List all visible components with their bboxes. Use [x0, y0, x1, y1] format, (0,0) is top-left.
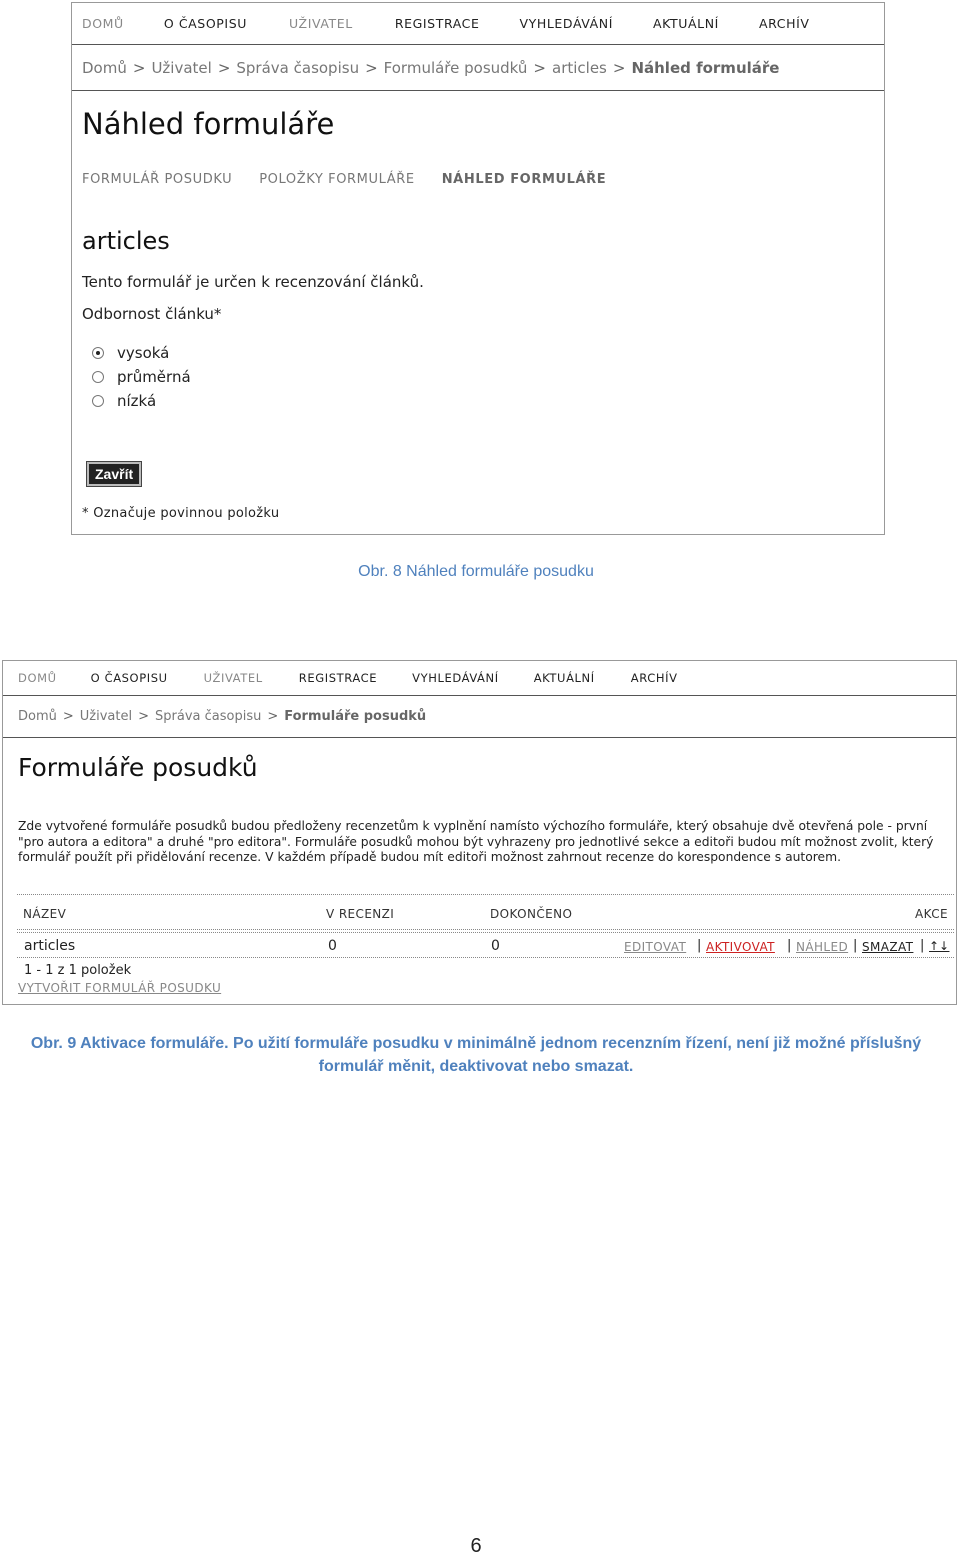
top-nav — [3, 661, 956, 696]
breadcrumb-journal-management[interactable]: Správa časopisu — [155, 709, 262, 724]
cell-in-review: 0 — [328, 938, 337, 954]
breadcrumb-current: Náhled formuláře — [631, 58, 780, 77]
page-number: 6 — [470, 1535, 482, 1557]
nav-current[interactable]: AKTUÁLNÍ — [653, 16, 719, 31]
breadcrumb-journal-management[interactable]: Správa časopisu — [236, 58, 360, 77]
breadcrumb-current: Formuláře posudků — [284, 709, 427, 724]
page-description: Zde vytvořené formuláře posudků budou předloženy recenzetům k vyplnění namísto výchozího formuláře, který obsahuje dvě otevřená pole - první "pro autora a editora" a druhé "pro editora". Formuláře posudků mohou být vyhrazeny pro jednotlivé sekce a editoři budou mít možnost zvolit, který formulář použít při přidělování recenze. V každém případě budou mít editoři možnost zahrnout recenze do korespondence s autorem. — [18, 819, 934, 864]
form-description: Tento formulář je určen k recenzování článků. — [82, 273, 424, 291]
edit-link[interactable]: EDITOVAT — [624, 940, 687, 954]
separator: | — [787, 938, 792, 953]
breadcrumb-articles[interactable]: articles — [552, 58, 607, 77]
tab-review-form[interactable]: FORMULÁŘ POSUDKU — [82, 172, 233, 187]
radio-group — [92, 341, 191, 413]
close-button[interactable]: Zavřít — [87, 462, 141, 486]
nav-home[interactable]: DOMŮ — [82, 16, 124, 31]
cell-name: articles — [24, 938, 76, 954]
radio-button[interactable] — [92, 371, 104, 383]
radio-button[interactable] — [92, 395, 104, 407]
separator: | — [697, 938, 702, 953]
col-header-completed: DOKONČENO — [490, 907, 573, 921]
delete-link[interactable]: SMAZAT — [862, 940, 914, 954]
move-up-icon[interactable]: ↑ — [929, 939, 940, 953]
screenshot-review-forms — [2, 660, 957, 1005]
caption-line-1: Obr. 9 Aktivace formuláře. Po užití formuláře posudku v minimálně jednom recenzním řízení, není již možné příslušný — [30, 1035, 922, 1052]
breadcrumb: Domů > Uživatel > Správa časopisu > Formuláře posudků > articles > Náhled formuláře — [72, 45, 884, 91]
page-title: Náhled formuláře — [82, 107, 335, 141]
pagination-info: 1 - 1 z 1 položek — [24, 963, 132, 978]
figure-caption-8: Obr. 8 Náhled formuláře posudku — [358, 563, 594, 580]
breadcrumb-user[interactable]: Uživatel — [151, 58, 212, 77]
top-nav — [72, 3, 884, 45]
radio-option-high[interactable] — [92, 341, 191, 365]
radio-label: nízká — [117, 392, 157, 410]
nav-about[interactable]: O ČASOPISU — [163, 16, 247, 31]
subtabs — [82, 172, 606, 187]
col-header-actions: AKCE — [915, 907, 948, 921]
breadcrumb-review-forms[interactable]: Formuláře posudků — [383, 58, 528, 77]
nav-archive[interactable]: ARCHÍV — [630, 671, 678, 685]
page-title: Formuláře posudků — [18, 753, 258, 782]
caption-line-2: formulář měnit, deaktivovat nebo smazat. — [318, 1058, 634, 1075]
radio-label: vysoká — [117, 344, 170, 362]
nav-archive[interactable]: ARCHÍV — [758, 16, 810, 31]
radio-option-medium[interactable] — [92, 365, 191, 389]
nav-current[interactable]: AKTUÁLNÍ — [533, 671, 595, 685]
breadcrumb-user[interactable]: Uživatel — [79, 709, 133, 724]
breadcrumb-home[interactable]: Domů — [82, 58, 127, 77]
breadcrumb-home[interactable]: Domů — [18, 709, 57, 724]
tab-form-preview[interactable]: NÁHLED FORMULÁŘE — [441, 172, 607, 187]
col-header-in-review: V RECENZI — [326, 907, 395, 921]
col-header-name: NÁZEV — [23, 907, 67, 921]
screenshot-form-preview — [71, 2, 885, 535]
divider — [17, 957, 954, 958]
radio-option-low[interactable] — [92, 389, 191, 413]
create-form-link[interactable]: VYTVOŘIT FORMULÁŘ POSUDKU — [18, 981, 222, 995]
nav-register[interactable]: REGISTRACE — [298, 671, 378, 685]
required-note: * Označuje povinnou položku — [82, 506, 280, 521]
radio-button[interactable] — [92, 347, 104, 359]
tab-form-items[interactable]: POLOŽKY FORMULÁŘE — [259, 172, 415, 187]
nav-user[interactable]: UŽIVATEL — [289, 16, 353, 31]
nav-home[interactable]: DOMŮ — [18, 671, 57, 685]
nav-about[interactable]: O ČASOPISU — [90, 671, 168, 685]
preview-link[interactable]: NÁHLED — [796, 940, 849, 954]
separator: | — [853, 938, 858, 953]
nav-search[interactable]: VYHLEDÁVÁNÍ — [519, 16, 614, 31]
activate-link[interactable]: AKTIVOVAT — [706, 940, 775, 954]
form-title: articles — [82, 227, 170, 255]
nav-register[interactable]: REGISTRACE — [394, 16, 480, 31]
divider — [17, 894, 954, 895]
breadcrumb: Domů > Uživatel > Správa časopisu > Formuláře posudků — [3, 696, 956, 738]
divider — [17, 929, 954, 930]
question-label: Odbornost článku* — [82, 305, 222, 323]
nav-search[interactable]: VYHLEDÁVÁNÍ — [412, 671, 499, 685]
separator: | — [920, 938, 925, 953]
nav-user[interactable]: UŽIVATEL — [203, 671, 263, 685]
cell-completed: 0 — [491, 938, 500, 954]
figure-caption-9 — [0, 1032, 952, 1078]
divider — [17, 932, 954, 933]
move-down-icon[interactable]: ↓ — [939, 939, 950, 953]
radio-label: průměrná — [117, 368, 191, 386]
